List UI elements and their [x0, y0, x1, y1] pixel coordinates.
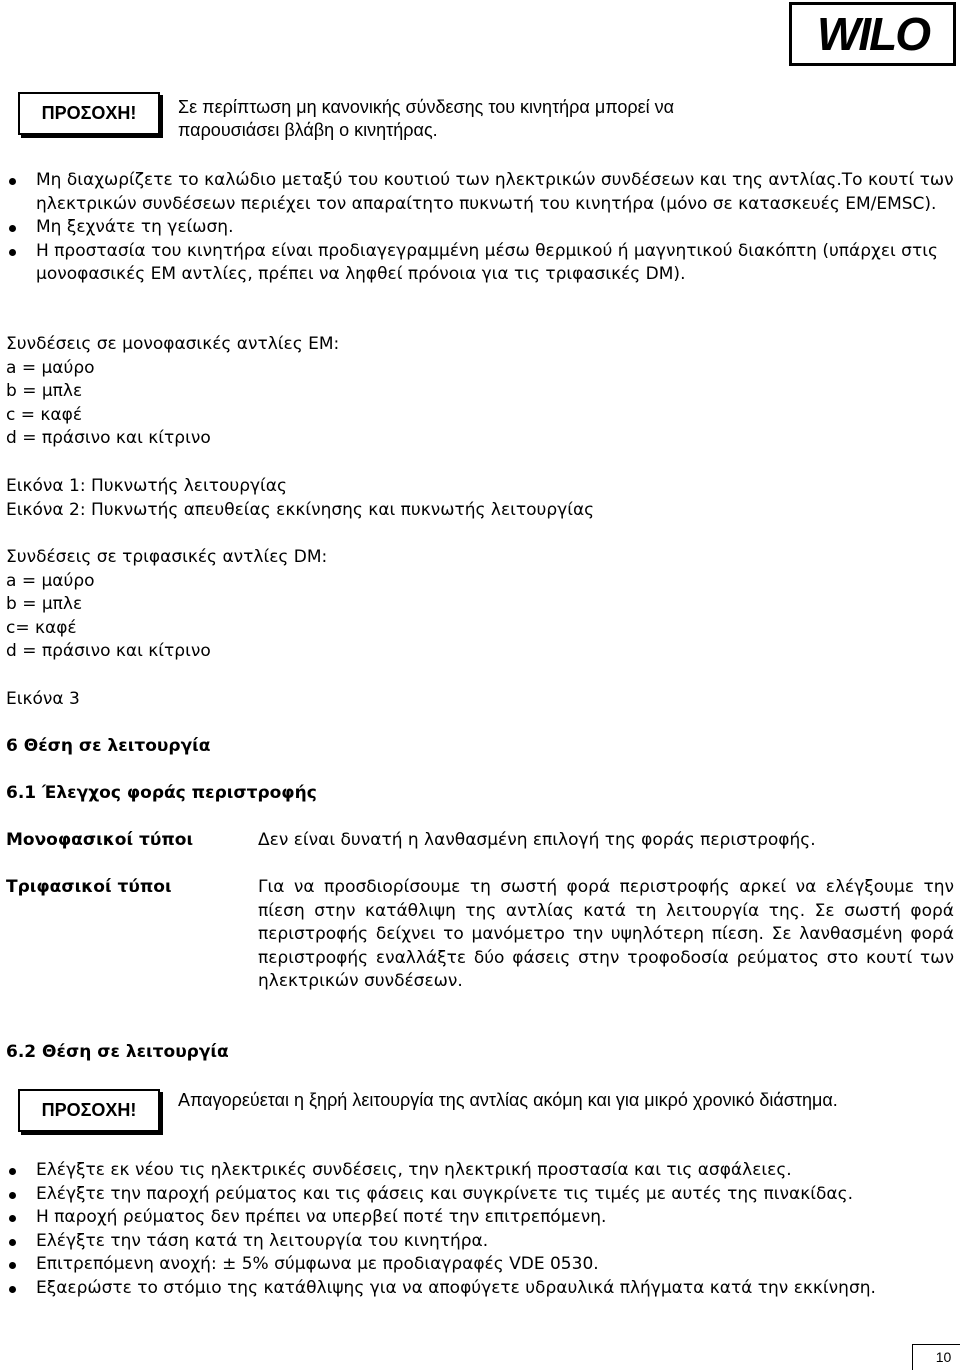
connection-notes-list: [6, 169, 956, 287]
section-6-heading: 6 Θέση σε λειτουργία: [6, 736, 211, 756]
warning-text: Σε περίπτωση μη κανονικής σύνδεσης του κινητήρα μπορεί να παρουσιάσει βλάβη ο κινητήρας.: [178, 97, 675, 140]
single-phase-block: [6, 333, 339, 451]
wire-c: c= καφέ: [6, 617, 77, 638]
figure-captions: [6, 475, 594, 522]
three-phase-label: Τριφασικοί τύποι: [6, 877, 172, 897]
single-phase-text: Δεν είναι δυνατή η λανθασμένη επιλογή της φοράς περιστροφής.: [258, 830, 816, 850]
wire-a: a = μαύρο: [6, 570, 95, 591]
list-item: Ελέγξτε την τάση κατά τη λειτουργία του κινητήρα.: [6, 1230, 956, 1254]
figure-1-caption: Εικόνα 1: Πυκνωτής λειτουργίας: [6, 476, 287, 496]
list-item: Η προστασία του κινητήρα είναι προδιαγεγραμμένη μέσω θερμικού ή μαγνητικού διακόπτη (υπάρχει στις μονοφασικές ΕΜ αντλίες, πρέπει να ληφθεί πρόνοια για τις τριφασικές DM).: [6, 240, 956, 287]
figure-2-caption: Εικόνα 2: Πυκνωτής απευθείας εκκίνησης και πυκνωτής λειτουργίας: [6, 499, 595, 520]
wilo-logo: [789, 2, 956, 66]
list-item: Μη ξεχνάτε τη γείωση.: [6, 216, 956, 240]
warning-label: ΠΡΟΣΟΧΗ!: [41, 102, 137, 123]
warning-label: ΠΡΟΣΟΧΗ!: [41, 1099, 137, 1120]
wilo-logo-mark: [798, 10, 948, 58]
list-item: Μη διαχωρίζετε το καλώδιο μεταξύ του κουτιού των ηλεκτρικών συνδέσεων και της αντλίας.Το κουτί των ηλεκτρικών συνδέσεων περιέχει τον απαραίτητο πυκνωτή του κινητήρα (μόνο σε κατασκευές EM/EMSC).: [6, 169, 956, 216]
list-item: Επιτρεπόμενη ανοχή: ± 5% σύμφωνα με προδιαγραφές VDE 0530.: [6, 1253, 956, 1277]
list-item: Εξαερώστε το στόμιο της κατάθλιψης για να αποφύγετε υδραυλικά πλήγματα κατά την εκκίνηση.: [6, 1277, 956, 1301]
wire-a: a = μαύρο: [6, 357, 95, 378]
wire-c: c = καφέ: [6, 404, 83, 425]
commissioning-checklist: [6, 1159, 956, 1300]
list-item: Ελέγξτε την παροχή ρεύματος και τις φάσεις και συγκρίνετε τις τιμές με αυτές της πινακίδας.: [6, 1183, 956, 1207]
warning-label-box: [18, 92, 160, 135]
list-item: Ελέγξτε εκ νέου τις ηλεκτρικές συνδέσεις, την ηλεκτρική προστασία και τις ασφάλειες.: [6, 1159, 956, 1183]
single-phase-title: Συνδέσεις σε μονοφασικές αντλίες EM:: [6, 334, 340, 354]
warning-label-box: [18, 1089, 160, 1132]
page-number-box: [912, 1344, 960, 1370]
wire-d: d = πράσινο και κίτρινο: [6, 428, 211, 448]
figure-3-caption: Εικόνα 3: [6, 689, 80, 709]
single-phase-label: Μονοφασικοί τύποι: [6, 830, 194, 850]
svg-text:WILO: WILO: [816, 10, 929, 58]
warning-text: Απαγορεύεται η ξηρή λειτουργία της αντλίας ακόμη και για μικρό χρονικό διάστημα.: [178, 1090, 838, 1110]
three-phase-title: Συνδέσεις σε τριφασικές αντλίες DM:: [6, 547, 328, 567]
section-6-1-heading: 6.1 Έλεγχος φοράς περιστροφής: [6, 783, 317, 803]
wire-b: b = μπλε: [6, 594, 83, 614]
three-phase-block: [6, 546, 327, 664]
wire-b: b = μπλε: [6, 381, 83, 401]
three-phase-text: Για να προσδιορίσουμε τη σωστή φορά περιστροφής αρκεί να ελέγξουμε την πίεση στην κατάθλιψη της αντλίας κατά τη λειτουργία της. Σε σωστή φορά περιστροφής δείχνει το μανόμετρο την υψηλότερη πίεση. Σε λανθασμένη φορά περιστροφής εναλλάξτε δύο φάσεις στην τροφοδοσία ρεύματος στο κουτί των ηλεκτρικών συνδέσεων.: [258, 877, 954, 991]
list-item: Η παροχή ρεύματος δεν πρέπει να υπερβεί ποτέ την επιτρεπόμενη.: [6, 1206, 956, 1230]
wire-d: d = πράσινο και κίτρινο: [6, 641, 211, 661]
section-6-2-heading: 6.2 Θέση σε λειτουργία: [6, 1042, 229, 1062]
page-number: 10: [935, 1348, 952, 1365]
